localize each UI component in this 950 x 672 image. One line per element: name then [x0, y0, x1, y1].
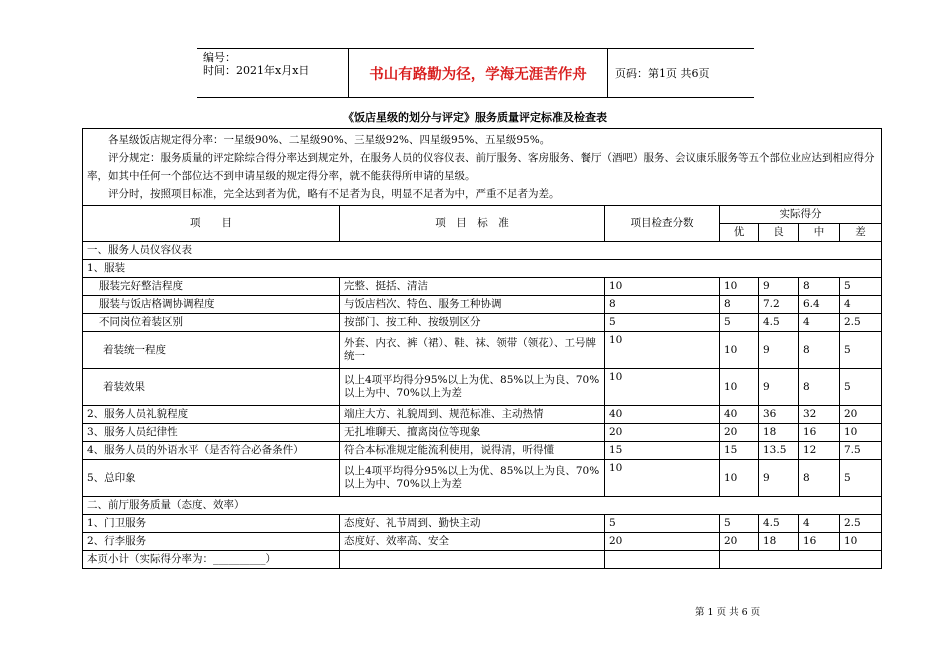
table-row: [83, 460, 882, 497]
subtotal-label: 本页小计（实际得分率为：__________）: [83, 551, 340, 569]
subtotal-actual: [720, 551, 882, 569]
medium-cell: 12: [799, 442, 840, 460]
item-cell: 3、服务人员纪律性: [83, 424, 340, 442]
header-medium: 中: [799, 224, 840, 242]
score-cell: 15: [605, 442, 720, 460]
excellent-cell: 5: [720, 515, 759, 533]
score-cell: 10: [605, 332, 720, 369]
excellent-cell: 10: [720, 460, 759, 497]
header-score: 项目检查分数: [605, 206, 720, 242]
medium-cell: 8: [799, 332, 840, 369]
good-cell: 18: [759, 424, 799, 442]
subtotal-standard: [340, 551, 605, 569]
number-label: 编号：: [203, 51, 236, 64]
header-page-label: 页码：第1页 共6页: [615, 67, 710, 80]
header-item: 项 目: [83, 206, 340, 242]
table-row: [83, 424, 882, 442]
excellent-cell: 10: [720, 369, 759, 406]
section-row: [83, 260, 882, 278]
excellent-cell: 8: [720, 296, 759, 314]
item-cell: 着装统一程度: [83, 332, 340, 369]
score-cell: 5: [605, 314, 720, 332]
item-cell: 5、总印象: [83, 460, 340, 497]
poor-cell: 7.5: [840, 442, 882, 460]
header-meta: [197, 49, 348, 97]
page-footer: 第 1 页 共 6 页: [695, 607, 761, 618]
good-cell: 7.2: [759, 296, 799, 314]
column-header-row: [83, 206, 882, 224]
standard-cell: 以上4项平均得分95%以上为优、85%以上为良、70%以上为中、70%以上为差: [340, 369, 605, 406]
standard-cell: 端庄大方、礼貌周到、规范标准、主动热情: [340, 406, 605, 424]
table-row: [83, 406, 882, 424]
poor-cell: 4: [840, 296, 882, 314]
good-cell: 4.5: [759, 515, 799, 533]
subtotal-row: [83, 551, 882, 569]
standard-cell: 与饭店档次、特色、服务工种协调: [340, 296, 605, 314]
header-good: 良: [759, 224, 799, 242]
score-cell: 10: [605, 369, 720, 406]
item-cell: 服装完好整洁程度: [83, 278, 340, 296]
item-cell: 1、门卫服务: [83, 515, 340, 533]
good-cell: 4.5: [759, 314, 799, 332]
score-cell: 8: [605, 296, 720, 314]
good-cell: 18: [759, 533, 799, 551]
medium-cell: 16: [799, 424, 840, 442]
poor-cell: 2.5: [840, 515, 882, 533]
item-cell: 4、服务人员的外语水平（是否符合必备条件）: [83, 442, 340, 460]
good-cell: 9: [759, 460, 799, 497]
poor-cell: 5: [840, 332, 882, 369]
medium-cell: 4: [799, 515, 840, 533]
section-title: 一、服务人员仪容仪表: [83, 242, 882, 260]
page-header: [197, 48, 754, 98]
medium-cell: 16: [799, 533, 840, 551]
table-row: [83, 515, 882, 533]
standard-cell: 态度好、礼节周到、勤快主动: [340, 515, 605, 533]
section-title: 二、前厅服务质量（态度、效率）: [83, 497, 882, 515]
poor-cell: 10: [840, 533, 882, 551]
good-cell: 9: [759, 278, 799, 296]
time-label: 时间：2021年x月x日: [203, 64, 310, 77]
good-cell: 9: [759, 332, 799, 369]
section-row: [83, 242, 882, 260]
poor-cell: 20: [840, 406, 882, 424]
good-cell: 36: [759, 406, 799, 424]
table-row: [83, 533, 882, 551]
intro-row: [83, 129, 882, 206]
inspection-table: [82, 128, 882, 569]
standard-cell: 无扎堆聊天、擅离岗位等现象: [340, 424, 605, 442]
table-row: [83, 442, 882, 460]
excellent-cell: 5: [720, 314, 759, 332]
poor-cell: 5: [840, 369, 882, 406]
standard-cell: 符合本标准规定能流利使用，说得清，听得懂: [340, 442, 605, 460]
intro-paragraph: 评分规定：服务质量的评定除综合得分率达到规定外，在服务人员的仪容仪表、前厅服务、客房服务、餐厅（酒吧）服务、会议康乐服务等五个部位业应达到相应得分率，如其中任何一个部位达不到申请星级的规定得分率，就不能获得所申请的星级。: [87, 152, 875, 182]
standard-cell: 态度好、效率高、安全: [340, 533, 605, 551]
medium-cell: 6.4: [799, 296, 840, 314]
excellent-cell: 20: [720, 533, 759, 551]
medium-cell: 8: [799, 369, 840, 406]
table-row: [83, 332, 882, 369]
medium-cell: 8: [799, 278, 840, 296]
subsection-title: 1、服装: [83, 260, 882, 278]
poor-cell: 10: [840, 424, 882, 442]
header-slogan: 书山有路勤为径，学海无涯苦作舟: [348, 49, 608, 97]
header-actual: 实际得分: [720, 206, 882, 224]
excellent-cell: 10: [720, 332, 759, 369]
score-cell: 10: [605, 278, 720, 296]
header-poor: 差: [840, 224, 882, 242]
standard-cell: 以上4项平均得分95%以上为优、85%以上为良、70%以上为中、70%以上为差: [340, 460, 605, 497]
table-row: [83, 314, 882, 332]
medium-cell: 8: [799, 460, 840, 497]
table-row: [83, 296, 882, 314]
header-standard: 项 目 标 准: [340, 206, 605, 242]
score-cell: 20: [605, 424, 720, 442]
item-cell: 不同岗位着装区别: [83, 314, 340, 332]
poor-cell: 2.5: [840, 314, 882, 332]
item-cell: 2、服务人员礼貌程度: [83, 406, 340, 424]
document-title: 《饭店星级的划分与评定》服务质量评定标准及检查表: [343, 111, 607, 124]
standard-cell: 按部门、按工种、按级别区分: [340, 314, 605, 332]
intro-paragraph: 各星级饭店规定得分率：一星级90%、二星级90%、三星级92%、四星级95%、五星级95%。: [108, 134, 551, 146]
score-cell: 20: [605, 533, 720, 551]
standard-cell: 完整、挺括、清洁: [340, 278, 605, 296]
excellent-cell: 40: [720, 406, 759, 424]
subtotal-score: [605, 551, 720, 569]
excellent-cell: 20: [720, 424, 759, 442]
section-row: [83, 497, 882, 515]
score-cell: 5: [605, 515, 720, 533]
score-cell: 10: [605, 460, 720, 497]
intro-cell: [83, 129, 882, 206]
poor-cell: 5: [840, 278, 882, 296]
intro-paragraph: 评分时，按照项目标准，完全达到者为优，略有不足者为良，明显不足者为中，严重不足者为差。: [108, 188, 560, 200]
good-cell: 13.5: [759, 442, 799, 460]
score-cell: 40: [605, 406, 720, 424]
good-cell: 9: [759, 369, 799, 406]
standard-cell: 外套、内衣、裤（裙）、鞋、袜、领带（领花）、工号牌统一: [340, 332, 605, 369]
medium-cell: 4: [799, 314, 840, 332]
excellent-cell: 15: [720, 442, 759, 460]
table-row: [83, 278, 882, 296]
excellent-cell: 10: [720, 278, 759, 296]
medium-cell: 32: [799, 406, 840, 424]
item-cell: 服装与饭店格调协调程度: [83, 296, 340, 314]
item-cell: 着装效果: [83, 369, 340, 406]
item-cell: 2、行李服务: [83, 533, 340, 551]
poor-cell: 5: [840, 460, 882, 497]
header-excellent: 优: [720, 224, 759, 242]
table-row: [83, 369, 882, 406]
